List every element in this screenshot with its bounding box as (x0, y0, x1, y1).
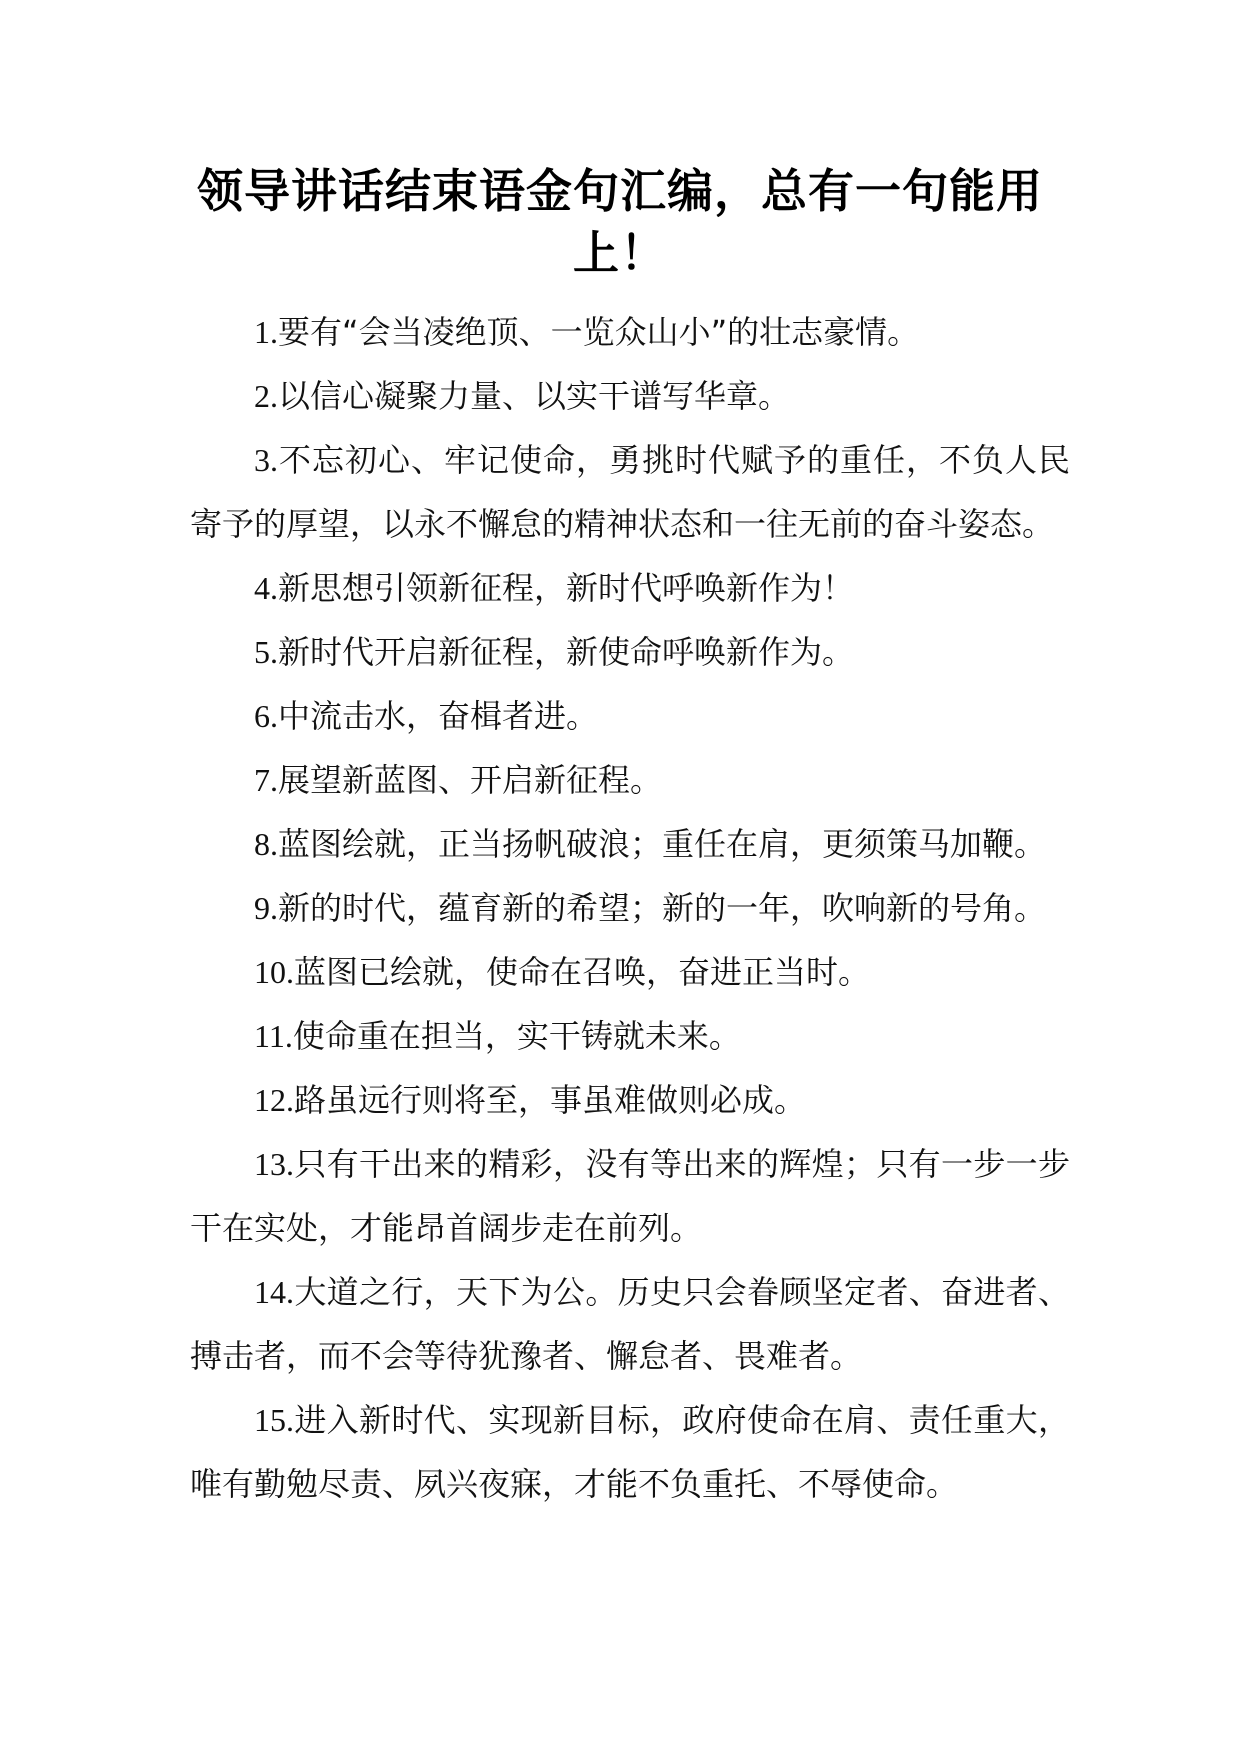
title-line-2: 上！ (573, 226, 667, 280)
list-item (190, 364, 1070, 428)
title-line-1: 领导讲话结束语金句汇编，总有一句能用 (197, 164, 1043, 218)
item-text: 不忘初心、牢记使命，勇挑时代赋予的重任，不负人民寄予的厚望，以永不懈怠的精神状态和一往无前的奋斗姿态。 (190, 441, 1070, 543)
list-item (190, 876, 1070, 940)
list-item (190, 812, 1070, 876)
list-item (190, 620, 1070, 684)
item-number: 4. (254, 570, 278, 606)
item-number: 9. (254, 890, 278, 926)
item-number: 6. (254, 698, 278, 734)
item-number: 1. (254, 314, 278, 350)
item-number: 3. (254, 442, 278, 478)
item-number: 11. (254, 1018, 293, 1054)
item-text: 路虽远行则将至，事虽难做则必成。 (294, 1081, 807, 1119)
item-number: 14. (254, 1274, 294, 1310)
item-text: 蓝图绘就，正当扬帆破浪；重任在肩，更须策马加鞭。 (278, 825, 1047, 863)
item-text: 展望新蓝图、开启新征程。 (278, 761, 663, 799)
list-item (190, 1388, 1070, 1516)
item-text: 蓝图已绘就，使命在召唤，奋进正当时。 (294, 953, 871, 991)
list-item (190, 940, 1070, 1004)
page-title (190, 160, 1050, 284)
item-text: 中流击水，奋楫者进。 (278, 697, 599, 735)
list-item (190, 1004, 1070, 1068)
item-text: 大道之行，天下为公。历史只会眷顾坚定者、奋进者、搏击者，而不会等待犹豫者、懈怠者、畏难者。 (190, 1273, 1070, 1375)
list-item (190, 428, 1070, 556)
item-text: 新时代开启新征程，新使命呼唤新作为。 (278, 633, 855, 671)
item-number: 13. (254, 1146, 294, 1182)
item-number: 5. (254, 634, 278, 670)
list-item (190, 300, 1070, 364)
item-text: 使命重在担当，实干铸就未来。 (292, 1017, 741, 1055)
item-number: 8. (254, 826, 278, 862)
item-number: 2. (254, 378, 278, 414)
item-number: 15. (254, 1402, 294, 1438)
item-text: 要有“会当凌绝顶、一览众山小”的壮志豪情。 (278, 313, 920, 351)
list-item (190, 1068, 1070, 1132)
item-number: 12. (254, 1082, 294, 1118)
list-item (190, 684, 1070, 748)
item-text: 新思想引领新征程，新时代呼唤新作为！ (278, 569, 855, 607)
item-text: 以信心凝聚力量、以实干谱写华章。 (278, 377, 791, 415)
item-number: 10. (254, 954, 294, 990)
item-number: 7. (254, 762, 278, 798)
list-item (190, 1132, 1070, 1260)
item-text: 进入新时代、实现新目标，政府使命在肩、责任重大，唯有勤勉尽责、夙兴夜寐，才能不负重托、不辱使命。 (190, 1401, 1070, 1503)
document-body (190, 300, 1070, 1516)
item-text: 只有干出来的精彩，没有等出来的辉煌；只有一步一步干在实处，才能昂首阔步走在前列。 (190, 1145, 1070, 1247)
item-text: 新的时代，蕴育新的希望；新的一年，吹响新的号角。 (278, 889, 1047, 927)
list-item (190, 556, 1070, 620)
list-item (190, 1260, 1070, 1388)
list-item (190, 748, 1070, 812)
